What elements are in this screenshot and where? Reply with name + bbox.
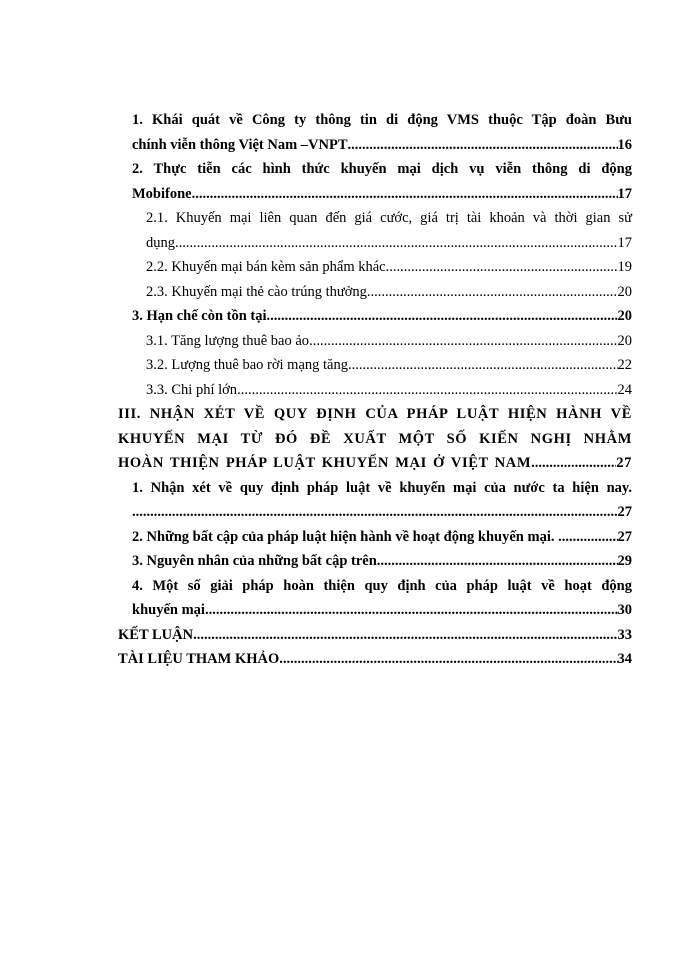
toc-entry-line: 1. Khái quát về Công ty thông tin di động VMS thuộc Tập đoàn Bưu	[132, 112, 632, 128]
dot-leader	[377, 549, 618, 574]
table-of-contents	[118, 108, 632, 672]
toc-entry-title: Mobifone	[132, 185, 192, 202]
toc-entry-title: 3.1. Tăng lượng thuê bao ảo	[146, 332, 310, 349]
toc-entry-leader-line	[132, 182, 632, 207]
toc-entry-title: chính viễn thông Việt Nam –VNPT	[132, 136, 348, 153]
toc-entry[interactable]	[132, 476, 632, 525]
toc-entry[interactable]	[146, 378, 632, 403]
dot-leader	[132, 500, 618, 525]
toc-entry-line: 2. Thực tiễn các hình thức khuyến mại dịch vụ viễn thông di động	[132, 161, 632, 177]
toc-page-number: 30	[617, 602, 632, 618]
toc-entry-title: KẾT LUẬN	[118, 626, 194, 643]
dot-leader	[348, 353, 618, 378]
toc-page-number: 17	[617, 185, 632, 202]
toc-entry-title: HOÀN THIỆN PHÁP LUẬT KHUYẾN MẠI Ở VIỆT NAM	[118, 455, 532, 471]
toc-page-number: 20	[617, 332, 632, 349]
toc-entry-leader-line	[146, 353, 632, 378]
toc-entry-leader-line	[132, 500, 632, 525]
toc-page-number: 24	[617, 381, 632, 398]
toc-page-number: 27	[617, 528, 632, 545]
dot-leader	[267, 304, 618, 329]
toc-entry-leader-line	[132, 304, 632, 329]
toc-entry-title: 3. Hạn chế còn tồn tại	[132, 308, 267, 324]
dot-leader	[367, 280, 618, 305]
dot-leader	[562, 525, 618, 550]
toc-page-number: 27	[616, 455, 632, 471]
dot-leader	[386, 255, 618, 280]
toc-entry-title: 3.3. Chi phí lớn	[146, 381, 238, 398]
toc-entry-title: 2.2. Khuyến mại bán kèm sản phẩm khác	[146, 259, 386, 275]
toc-entry-leader-line	[146, 329, 632, 354]
toc-entry-line: 4. Một số giải pháp hoàn thiện quy định của pháp luật về hoạt động	[132, 577, 632, 594]
toc-page-number: 20	[617, 308, 632, 324]
toc-entry[interactable]	[118, 402, 632, 476]
dot-leader	[309, 329, 617, 354]
toc-page-number: 29	[617, 553, 632, 569]
toc-entry-leader-line	[146, 378, 632, 403]
toc-page-number: 22	[617, 357, 632, 373]
toc-entry-leader-line	[146, 231, 632, 256]
toc-entry-leader-line	[132, 549, 632, 574]
toc-entry[interactable]	[146, 255, 632, 280]
toc-page-number: 34	[617, 651, 632, 667]
toc-entry-title: TÀI LIỆU THAM KHẢO	[118, 651, 280, 667]
toc-entry-leader-line	[118, 623, 632, 648]
toc-entry[interactable]	[146, 280, 632, 305]
dot-leader	[348, 133, 618, 158]
toc-entry-line: III. NHẬN XÉT VỀ QUY ĐỊNH CỦA PHÁP LUẬT HIỆN HÀNH VỀ	[118, 406, 632, 422]
toc-entry-line: KHUYẾN MẠI TỪ ĐÓ ĐỀ XUẤT MỘT SỐ KIẾN NGHỊ NHẰM	[118, 430, 632, 447]
toc-entry-leader-line	[118, 451, 632, 476]
toc-entry[interactable]	[146, 206, 632, 255]
dot-leader	[205, 598, 618, 623]
toc-entry-leader-line	[132, 525, 632, 550]
dot-leader	[193, 623, 617, 648]
toc-entry-leader-line	[146, 280, 632, 305]
toc-entry[interactable]	[118, 647, 632, 672]
toc-entry[interactable]	[132, 525, 632, 550]
toc-page-number: 16	[617, 136, 632, 153]
dot-leader	[175, 231, 618, 256]
toc-entry[interactable]	[132, 304, 632, 329]
toc-entry-title: 3. Nguyên nhân của những bất cập trên	[132, 553, 377, 569]
toc-entry-line: 1. Nhận xét về quy định pháp luật về khuyến mại của nước ta hiện nay.	[132, 479, 632, 496]
toc-entry[interactable]	[132, 549, 632, 574]
toc-entry-leader-line	[118, 647, 632, 672]
toc-page-number: 20	[617, 283, 632, 300]
toc-entry-title: dụng	[146, 234, 175, 251]
toc-page-number: 19	[617, 259, 632, 275]
toc-entry-title: 2.3. Khuyến mại thẻ cào trúng thưởng	[146, 283, 367, 300]
dot-leader	[279, 647, 617, 672]
dot-leader	[192, 182, 618, 207]
dot-leader	[531, 451, 616, 476]
toc-page-number: 27	[617, 504, 632, 520]
toc-page-number: 17	[617, 234, 632, 251]
toc-entry[interactable]	[132, 574, 632, 623]
toc-entry[interactable]	[132, 157, 632, 206]
toc-entry[interactable]	[146, 353, 632, 378]
toc-entry-title: khuyến mại	[132, 602, 205, 618]
toc-entry-line: 2.1. Khuyến mại liên quan đến giá cước, giá trị tài khoản và thời gian sử	[146, 210, 632, 226]
toc-entry-leader-line	[132, 598, 632, 623]
toc-page-number: 33	[617, 626, 632, 643]
toc-entry-leader-line	[132, 133, 632, 158]
toc-entry-title: 2. Những bất cập của pháp luật hiện hành về hoạt động khuyến mại. .	[132, 528, 562, 545]
toc-entry[interactable]	[146, 329, 632, 354]
toc-entry[interactable]	[118, 623, 632, 648]
dot-leader	[237, 378, 617, 403]
toc-entry-title: 3.2. Lượng thuê bao rời mạng tăng	[146, 357, 348, 373]
toc-entry-leader-line	[146, 255, 632, 280]
toc-entry[interactable]	[132, 108, 632, 157]
